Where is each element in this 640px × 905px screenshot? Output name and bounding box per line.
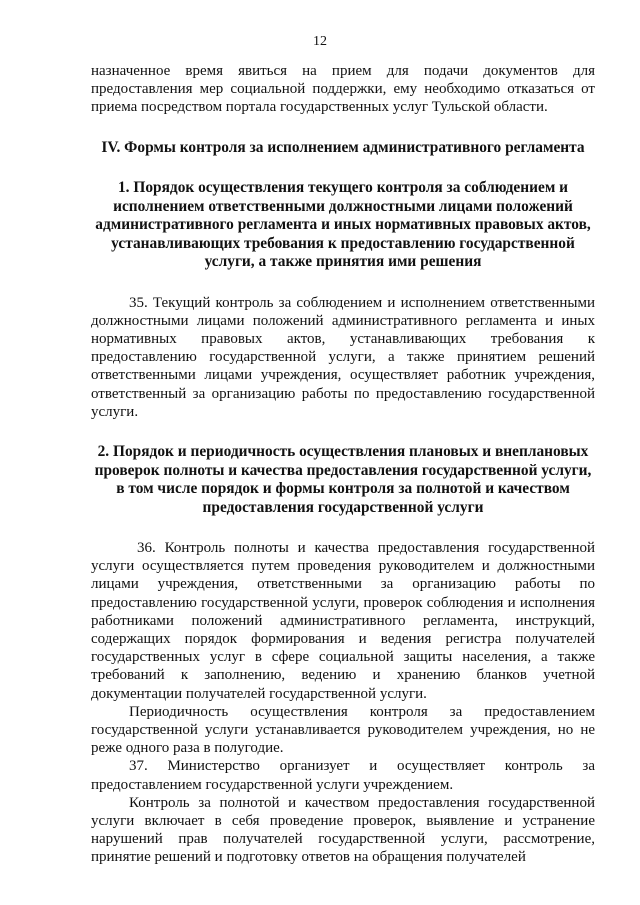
intro-paragraph: назначенное время явиться на прием для подачи документов для предоставления мер социальной поддержки, ему необходимо отказаться от приема посредством портала государственных услуг Тульской области. xyxy=(91,63,595,116)
subsection-1-title: 1. Порядок осуществления текущего контроля за соблюдением и исполнением ответственными должностными лицами положений административного регламента и иных нормативных правовых актов, устанавливающих требования к предоставлению государственной услуги, а также принятия ими решения xyxy=(95,179,591,271)
page-number: 12 xyxy=(313,34,327,49)
paragraph-37: 37. Министерство организует и осуществляет контроль за предоставлением государственной услуги учреждением. xyxy=(91,758,595,793)
section-iv-title: IV. Формы контроля за исполнением административного регламента xyxy=(101,138,585,156)
subsection-2-title: 2. Порядок и периодичность осуществления плановых и внеплановых проверок полноты и качества предоставления государственной услуги, в том числе порядок и формы контроля за полнотой и качеством предоставления государственной услуги xyxy=(94,443,592,516)
paragraph-36-periodicity: Периодичность осуществления контроля за предоставлением государственной услуги устанавливается руководителем учреждения, но не реже одного раза в полугодие. xyxy=(91,703,595,757)
paragraph-36: 36. Контроль полноты и качества предоставления государственной услуги осуществляется путем проведения руководителем и должностными лицами учреждения, ответственными за организацию работы по предоставлению государственной услуги, проверок соблюдения и исполнения работниками положений административного регламента, инструкций, содержащих порядок формирования и ведения регистра получателей государственных услуг в сфере социальной защиты населения, а также требований к заполнению, ведению и хранению бланков учетной документации получателей государственной услуги. xyxy=(91,540,595,702)
paragraph-37-control: Контроль за полнотой и качеством предоставления государственной услуги включает в себя проведение проверок, выявление и устранение нарушений прав получателей государственной услуги, рассмотрение, принятие решений и подготовку ответов на обращения получателей xyxy=(91,794,595,866)
page-content xyxy=(91,62,595,867)
paragraph-35: 35. Текущий контроль за соблюдением и исполнением ответственными должностными лицами положений административного регламента и иных нормативных правовых актов, устанавливающих требования к предоставлению государственной услуги, а также принятием решений ответственными лицами учреждения, осуществляет работник учреждения, ответственный за организацию работы по предоставлению государственной услуги. xyxy=(91,294,595,420)
